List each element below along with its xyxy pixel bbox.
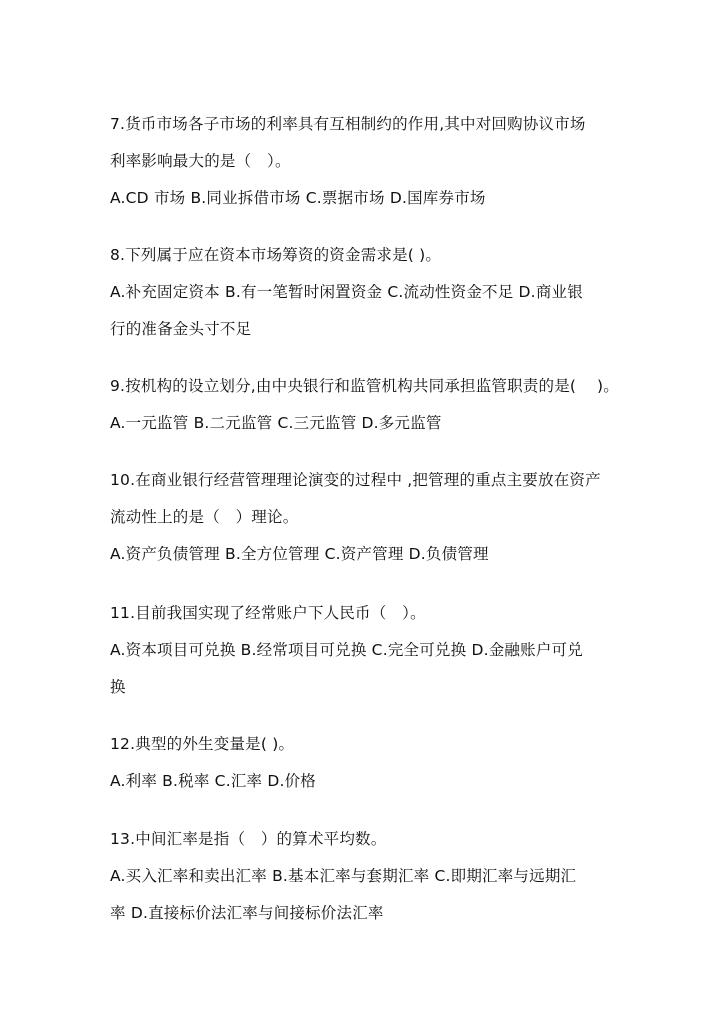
question-9 — [110, 376, 630, 433]
question-stem: 13.中间汇率是指（ ）的算术平均数。 — [110, 830, 387, 848]
question-stem: 8.下列属于应在资本市场筹资的资金需求是( )。 — [110, 246, 442, 264]
question-options: A.CD 市场 B.同业拆借市场 C.票据市场 D.国库券市场 — [110, 189, 486, 207]
question-8 — [110, 245, 630, 339]
question-options: A.资本项目可兑换 B.经常项目可兑换 C.完全可兑换 D.金融账户可兑 — [110, 641, 583, 659]
question-stem: 9.按机构的设立划分,由中央银行和监管机构共同承担监管职责的是( )。 — [110, 377, 619, 395]
question-options: A.补充固定资本 B.有一笔暂时闲置资金 C.流动性资金不足 D.商业银 — [110, 283, 583, 301]
question-stem: 利率影响最大的是（ ）。 — [110, 152, 291, 170]
question-stem: 12.典型的外生变量是( )。 — [110, 735, 295, 753]
question-11 — [110, 603, 630, 697]
question-stem: 7.货币市场各子市场的利率具有互相制约的作用,其中对回购协议市场 — [110, 115, 586, 133]
question-options: 换 — [110, 678, 126, 696]
question-10 — [110, 470, 630, 564]
question-options: A.利率 B.税率 C.汇率 D.价格 — [110, 772, 317, 790]
question-stem: 流动性上的是（ ）理论。 — [110, 508, 299, 526]
question-options: A.资产负债管理 B.全方位管理 C.资产管理 D.负债管理 — [110, 545, 489, 563]
question-options: A.买入汇率和卖出汇率 B.基本汇率与套期汇率 C.即期汇率与远期汇 — [110, 867, 577, 885]
question-options: 率 D.直接标价法汇率与间接标价法汇率 — [110, 904, 384, 922]
question-options: 行的准备金头寸不足 — [110, 320, 252, 338]
question-options: A.一元监管 B.二元监管 C.三元监管 D.多元监管 — [110, 414, 442, 432]
question-stem: 11.目前我国实现了经常账户下人民币（ ）。 — [110, 604, 426, 622]
question-13 — [110, 829, 630, 923]
question-7 — [110, 114, 630, 208]
question-12 — [110, 734, 630, 791]
question-stem: 10.在商业银行经营管理理论演变的过程中 ,把管理的重点主要放在资产 — [110, 471, 601, 489]
